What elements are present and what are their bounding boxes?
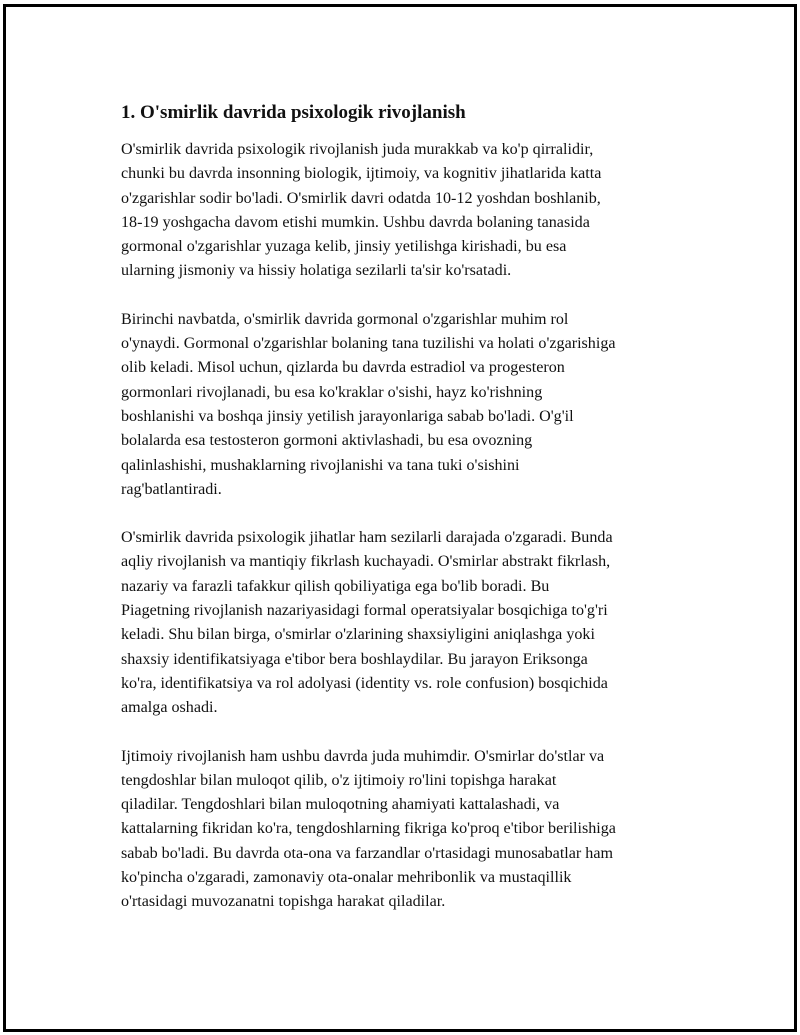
text-line: boshlanishi va boshqa jinsiy yetilish jarayonlariga sabab bo'ladi. O'g'il <box>121 407 574 425</box>
text-line: tengdoshlar bilan muloqot qilib, o'z ijtimoiy ro'lini topishga harakat <box>121 771 557 789</box>
text-line: Birinchi navbatda, o'smirlik davrida gormonal o'zgarishlar muhim rol <box>121 310 569 328</box>
text-line: qalinlashishi, mushaklarning rivojlanishi va tana tuki o'sishini <box>121 456 520 474</box>
text-line: bolalarda esa testosteron gormoni aktivlashadi, bu esa ovozning <box>121 432 533 450</box>
paragraph-3 <box>121 526 701 720</box>
text-line: o'rtasidagi muvozanatni topishga harakat qiladilar. <box>121 893 446 911</box>
text-line: ularning jismoniy va hissiy holatiga sezilarli ta'sir ko'rsatadi. <box>121 262 512 280</box>
page-frame <box>3 4 797 1032</box>
text-line: rag'batlantiradi. <box>121 480 222 498</box>
text-line: chunki bu davrda insonning biologik, ijtimoiy, va kognitiv jihatlarida katta <box>121 165 602 183</box>
text-line: ko'ra, identifikatsiya va rol adolyasi (identity vs. role confusion) bosqichida <box>121 674 608 692</box>
paragraph-2 <box>121 308 701 502</box>
text-line: shaxsiy identifikatsiyaga e'tibor bera boshlaydilar. Bu jarayon Eriksonga <box>121 650 588 668</box>
text-line: O'smirlik davrida psixologik rivojlanish juda murakkab va ko'p qirralidir, <box>121 141 594 158</box>
text-line: O'smirlik davrida psixologik jihatlar ham sezilarli darajada o'zgaradi. Bunda <box>121 529 613 547</box>
text-line: Ijtimoiy rivojlanish ham ushbu davrda juda muhimdir. O'smirlar do'stlar va <box>121 747 605 765</box>
text-line: o'zgarishlar sodir bo'ladi. O'smirlik davri odatda 10-12 yoshdan boshlanib, <box>121 189 601 207</box>
text-line: olib keladi. Misol uchun, qizlarda bu davrda estradiol va progesteron <box>121 359 565 377</box>
text-line: gormonlari rivojlanadi, bu esa ko'kraklar o'sishi, hayz ko'rishning <box>121 383 543 401</box>
text-line: Piagetning rivojlanish nazariyasidagi formal operatsiyalar bosqichiga to'g'ri <box>121 602 608 620</box>
text-line: 18-19 yoshgacha davom etishi mumkin. Ushbu davrda bolaning tanasida <box>121 213 590 231</box>
document-content <box>121 101 701 939</box>
paragraph-4 <box>121 745 701 915</box>
text-line: nazariy va farazli tafakkur qilish qobiliyatiga ega bo'lib boradi. Bu <box>121 577 550 595</box>
text-line: amalga oshadi. <box>121 699 218 717</box>
section-heading: 1. O'smirlik davrida psixologik rivojlanish <box>121 102 466 123</box>
text-line: gormonal o'zgarishlar yuzaga kelib, jinsiy yetilishga kirishadi, bu esa <box>121 238 567 256</box>
text-line: kattalarning fikridan ko'ra, tengdoshlarning fikriga ko'proq e'tibor berilishiga <box>121 820 616 838</box>
text-line: keladi. Shu bilan birga, o'smirlar o'zlarining shaxsiyligini aniqlashga yoki <box>121 626 595 644</box>
text-line: aqliy rivojlanish va mantiqiy fikrlash kuchayadi. O'smirlar abstrakt fikrlash, <box>121 553 611 571</box>
text-line: o'ynaydi. Gormonal o'zgarishlar bolaning tana tuzilishi va holati o'zgarishiga <box>121 335 616 353</box>
paragraph-1 <box>121 138 701 284</box>
text-line: ko'pincha o'zgaradi, zamonaviy ota-onalar mehribonlik va mustaqillik <box>121 869 572 887</box>
text-line: sabab bo'ladi. Bu davrda ota-ona va farzandlar o'rtasidagi munosabatlar ham <box>121 844 614 862</box>
text-line: qiladilar. Tengdoshlari bilan muloqotning ahamiyati kattalashadi, va <box>121 796 560 814</box>
